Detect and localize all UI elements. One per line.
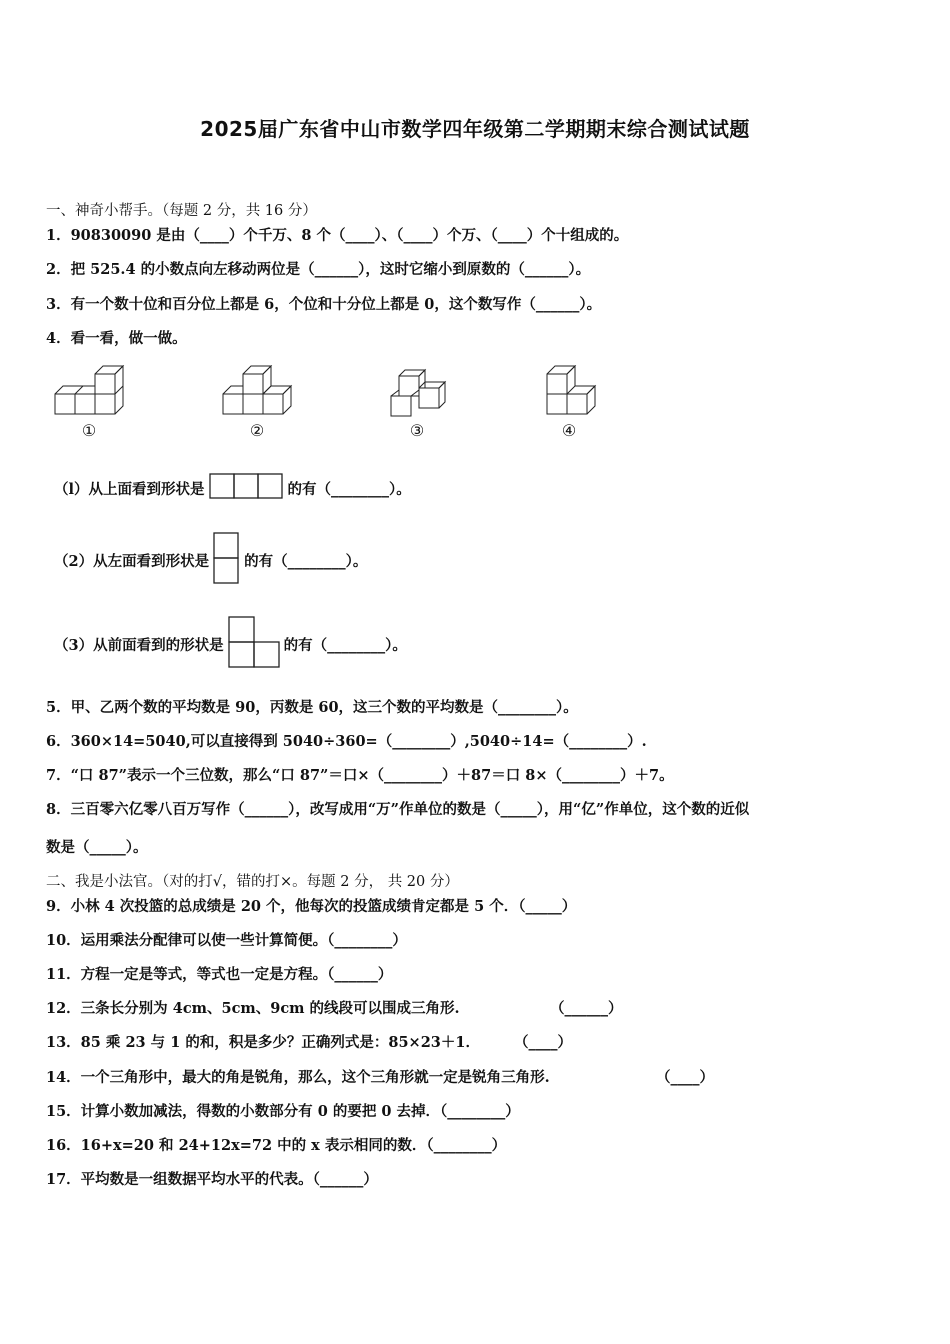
- shape-two-squares-column: [213, 532, 240, 588]
- sub-question-2-text: （2）从左面看到形状是: [54, 552, 210, 570]
- page-title: 2025届广东省中山市数学四年级第二学期期末综合测试试题: [200, 117, 750, 141]
- question-12-blank: （______）: [550, 1000, 623, 1017]
- question-5: 5．甲、乙两个数的平均数是 90，丙数是 60，这三个数的平均数是（________）。: [46, 699, 578, 716]
- question-13: 13．85 乘 23 与 1 的和，积是多少？正确列式是：85×23＋1．: [46, 1034, 480, 1051]
- question-8-line-1: 8．三百零六亿零八百万写作（______），改写成用“万”作单位的数是（_____），用“亿”作单位，这个数的近似: [46, 801, 750, 818]
- sub-question-3-text: （3）从前面看到的形状是: [54, 636, 224, 654]
- question-14-blank: （____）: [656, 1069, 714, 1086]
- shape-l-three-squares: [228, 616, 280, 672]
- question-11: 11．方程一定是等式，等式也一定是方程。（______）: [46, 966, 393, 983]
- section-heading-2: 二、我是小法官。（对的打√，错的打×。每题 2 分， 共 20 分）: [46, 874, 459, 890]
- question-2: 2．把 525.4 的小数点向左移动两位是（______），这时它缩小到原数的（______）。: [46, 261, 591, 278]
- cube-figures: [50, 365, 650, 445]
- figure-label-3: ③: [409, 421, 425, 440]
- question-8-line-2: 数是（_____）。: [46, 839, 148, 856]
- question-4: 4．看一看，做一做。: [46, 330, 187, 347]
- question-6: 6．360×14=5040,可以直接得到 5040÷360=（________）,5040÷14=（________）.: [46, 733, 647, 750]
- question-3: 3．有一个数十位和百分位上都是 6，个位和十分位上都是 0，这个数写作（______）。: [46, 296, 602, 313]
- sub-question-3-answer: 的有（________）。: [283, 636, 407, 654]
- cube-figure-2: [222, 365, 294, 417]
- cube-figure-1: [54, 365, 126, 417]
- question-7: 7．“口 87”表示一个三位数，那么“口 87”＝口×（________）＋87＝口 8×（________）＋7。: [46, 767, 674, 784]
- sub-question-1: [54, 473, 411, 504]
- shape-three-squares-row: [209, 473, 284, 504]
- question-13-blank: （____）: [514, 1034, 572, 1051]
- sub-question-1-text: （l）从上面看到形状是: [54, 481, 205, 498]
- question-12: 12．三条长分别为 4cm、5cm、9cm 的线段可以围成三角形.: [46, 1000, 460, 1017]
- question-9: 9．小林 4 次投篮的总成绩是 20 个，他每次的投篮成绩肯定都是 5 个．（_____）: [46, 898, 577, 915]
- question-16: 16．16+x=20 和 24+12x=72 中的 x 表示相同的数．（________）: [46, 1137, 507, 1154]
- cube-figure-3: [388, 365, 454, 421]
- figure-label-2: ②: [249, 421, 265, 440]
- question-1: 1．90830090 是由（____）个千万、8 个（____）、（____）个万、（____）个十组成的。: [46, 227, 629, 244]
- sub-question-3: [54, 616, 407, 672]
- sub-question-2: [54, 532, 367, 588]
- question-10: 10．运用乘法分配律可以使一些计算简便。（________）: [46, 932, 407, 949]
- figure-label-4: ④: [561, 421, 577, 440]
- sub-question-1-answer: 的有（________）。: [287, 481, 411, 498]
- question-15: 15．计算小数加减法，得数的小数部分有 0 的要把 0 去掉．（________）: [46, 1103, 520, 1120]
- question-17: 17．平均数是一组数据平均水平的代表。（______）: [46, 1171, 378, 1188]
- section-heading-1: 一、神奇小帮手。（每题 2 分，共 16 分）: [46, 203, 317, 219]
- question-14: 14．一个三角形中，最大的角是锐角，那么，这个三角形就一定是锐角三角形.: [46, 1069, 550, 1086]
- cube-figure-4: [546, 365, 604, 417]
- sub-question-2-answer: 的有（________）。: [244, 552, 368, 570]
- figure-label-1: ①: [81, 421, 97, 440]
